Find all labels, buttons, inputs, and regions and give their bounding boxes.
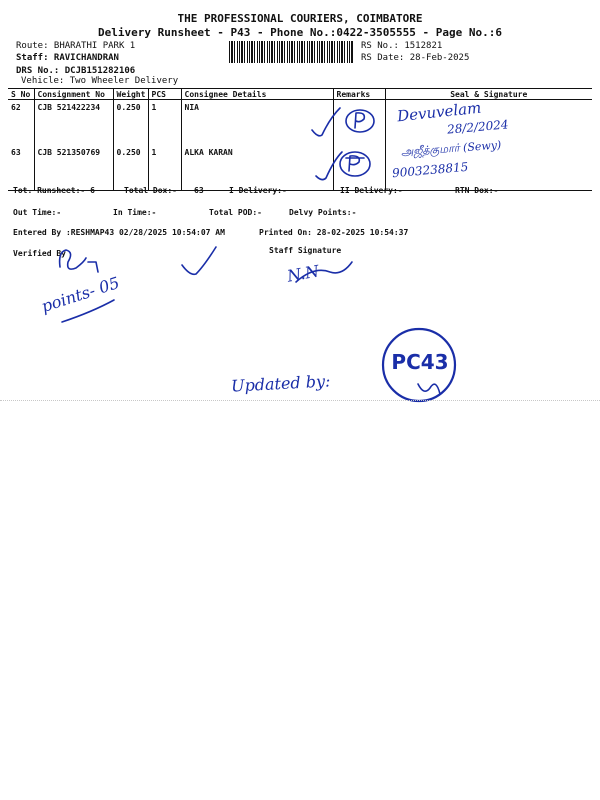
- runsheet-subtitle: Delivery Runsheet - P43 - Phone No.:0422-3505555 - Page No.:6: [98, 26, 502, 39]
- cell-sno: 63: [8, 145, 34, 191]
- printed-on: Printed On: 28-02-2025 10:54:37: [259, 228, 409, 237]
- col-header-consignee: Consignee Details: [181, 89, 333, 100]
- staff-label: Staff: RAVICHANDRAN: [16, 53, 119, 63]
- pc43-stamp-text: PC43: [391, 350, 449, 374]
- row2-handwritten-phone: 9003238815: [391, 159, 469, 181]
- row2-handwritten-signature: அஜீத்குமார் (Sewy): [400, 138, 502, 159]
- staff-initials-flourish: [296, 262, 352, 282]
- col-header-signature: Seal & Signature: [385, 89, 592, 100]
- cell-consignment: CJB 521350769: [34, 145, 113, 191]
- i-delivery-label: I Delivery:-: [229, 186, 287, 195]
- ii-delivery-label: II Delivery:-: [340, 186, 403, 195]
- in-time-label: In Time:-: [113, 208, 157, 217]
- row2-remarks-mark: [346, 156, 364, 171]
- cell-weight: 0.250: [113, 145, 148, 191]
- scan-fold-line: [0, 400, 600, 401]
- handwritten-updated-by: Updated by:: [230, 371, 331, 396]
- cell-consignee: ALKA KARAN: [181, 145, 333, 191]
- rtn-dox-label: RTN Dox:-: [455, 186, 499, 195]
- row1-handwritten-signature: Devuvelam: [396, 98, 483, 126]
- col-header-remarks: Remarks: [333, 89, 385, 100]
- cell-consignment: CJB 521422234: [34, 100, 113, 146]
- rs-number: RS No.: 1512821: [361, 41, 443, 51]
- verified-check-mark: [182, 247, 216, 274]
- handwritten-points-note: points- 05: [39, 272, 122, 317]
- verified-by-label: Verified By: [13, 249, 66, 258]
- handwritten-staff-initials: N.N: [285, 261, 321, 286]
- staff-signature-label: Staff Signature: [269, 246, 342, 255]
- cell-pcs: 1: [148, 145, 181, 191]
- cell-weight: 0.250: [113, 100, 148, 146]
- row2-remarks-tick: [316, 152, 342, 180]
- cell-sno: 62: [11, 103, 21, 112]
- points-underline: [62, 300, 114, 322]
- company-title: THE PROFESSIONAL COURIERS, COIMBATORE: [177, 12, 423, 25]
- col-header-sno: S No: [8, 89, 34, 100]
- total-dox-value: 63: [194, 186, 204, 195]
- total-pod-label: Total POD:-: [209, 208, 262, 217]
- total-dox-label: Total Dox:-: [124, 186, 177, 195]
- route-label: Route: BHARATHI PARK 1: [16, 41, 136, 51]
- out-time-label: Out Time:-: [13, 208, 62, 217]
- col-header-consignment: Consignment No: [34, 89, 113, 100]
- total-runsheet: Tot. Runsheet:- 6: [13, 186, 95, 195]
- vehicle-label: Vehicle: Two Wheeler Delivery: [21, 76, 179, 86]
- col-header-pcs: PCS: [148, 89, 181, 100]
- verified-by-scribble: [60, 250, 98, 272]
- drs-number: DRS No.: DCJB151282106: [16, 66, 136, 76]
- cell-consignee: NIA: [181, 100, 333, 146]
- stamp-signature-scribble: [418, 384, 440, 394]
- row1-remarks-mark: [355, 113, 364, 128]
- row1-remarks-tick: [312, 108, 340, 136]
- entered-by: Entered By :RESHMAP43 02/28/2025 10:54:07 AM: [13, 228, 225, 237]
- delivery-points-label: Delvy Points:-: [289, 208, 357, 217]
- cell-pcs: 1: [148, 100, 181, 146]
- row1-handwritten-date: 28/2/2024: [446, 117, 510, 137]
- rs-date: RS Date: 28-Feb-2025: [361, 53, 470, 63]
- col-header-weight: Weight: [113, 89, 148, 100]
